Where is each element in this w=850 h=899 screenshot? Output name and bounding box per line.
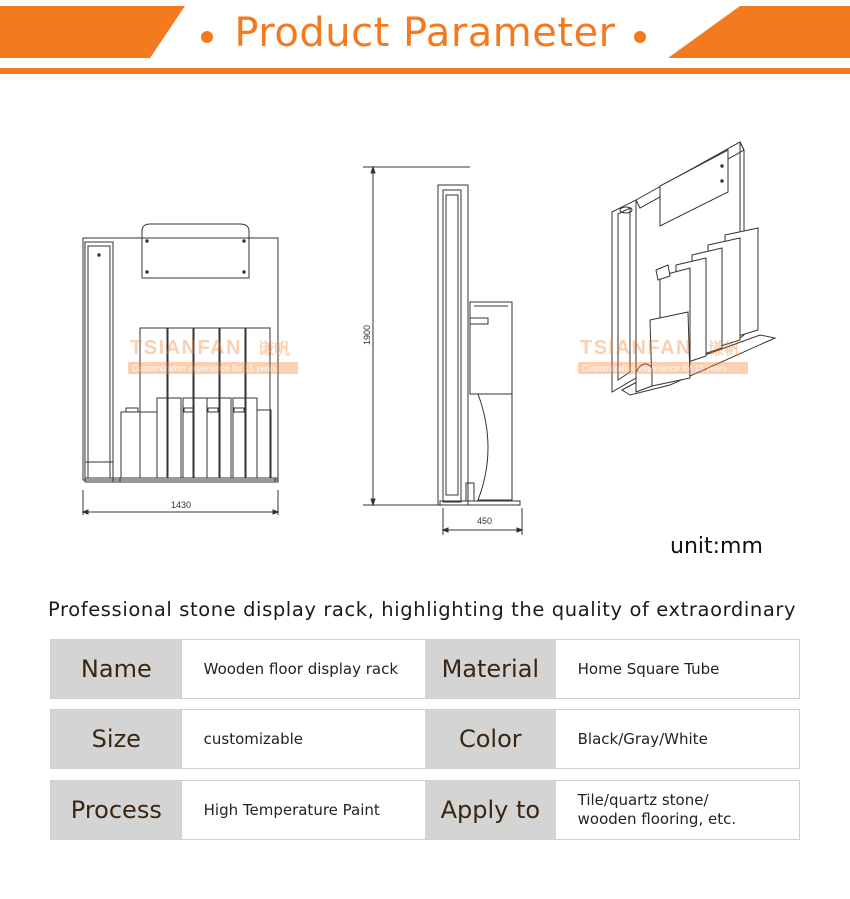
param-label: Size (51, 710, 182, 768)
watermark-tagline-left: Customization experience for 15 years (132, 363, 278, 373)
watermark-brand-right: TSIANFAN (580, 337, 692, 359)
param-value: customizable (203, 729, 304, 748)
depth-dimension: 450 (477, 516, 493, 526)
tagline: Professional stone display rack, highlighting the quality of extraordinary (48, 598, 797, 621)
param-row-process (50, 780, 800, 840)
banner-underline (0, 68, 850, 74)
watermark-cn-left: 谦帆 (258, 341, 291, 358)
watermarks (0, 100, 850, 540)
param-value: Tile/quartz stone/ wooden flooring, etc. (577, 791, 737, 828)
param-row-name (50, 639, 800, 699)
param-value: Wooden floor display rack (203, 659, 399, 678)
watermark-tagline-right: Customization experience for 15 years (582, 363, 728, 373)
unit-label: unit:mm (670, 534, 763, 559)
param-label: Name (51, 640, 182, 698)
watermark-cn-right: 谦帆 (708, 341, 741, 358)
watermark-left (128, 337, 298, 374)
param-row-size (50, 709, 800, 769)
technical-drawings (0, 100, 850, 540)
param-label: Color (425, 710, 556, 768)
watermark-brand-left: TSIANFAN (130, 337, 242, 359)
front-width-dimension: 1430 (171, 500, 192, 510)
param-label: Material (425, 640, 556, 698)
param-label: Apply to (425, 781, 556, 839)
page-title: Product Parameter (234, 10, 616, 56)
param-value: High Temperature Paint (203, 800, 380, 819)
param-value: Home Square Tube (577, 659, 720, 678)
param-value: Black/Gray/White (577, 729, 708, 748)
watermark-right (578, 337, 748, 374)
header-banner (0, 0, 850, 80)
height-dimension: 1900 (362, 324, 372, 345)
param-label: Process (51, 781, 182, 839)
